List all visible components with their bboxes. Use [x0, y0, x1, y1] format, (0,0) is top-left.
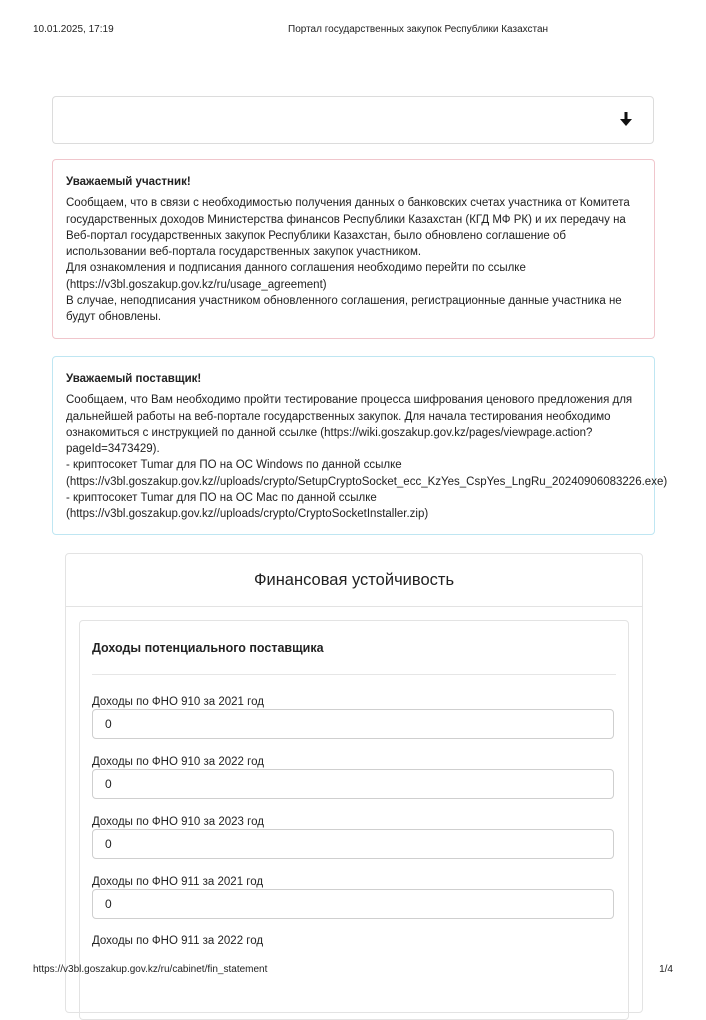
income-910-2023-label: Доходы по ФНО 910 за 2023 год — [92, 816, 264, 828]
print-page-number: 1/4 — [659, 964, 673, 975]
alert-text-line: pageId=3473429). — [66, 443, 160, 456]
windows-cryptosocket-link[interactable]: (https://v3bl.goszakup.gov.kz//uploads/crypto/SetupCryptoSocket_ecc_KzYes_CspYes_LngRu_20240906083226.exe) — [66, 475, 668, 488]
panel-title: Финансовая устойчивость — [66, 554, 642, 607]
collapse-toggle[interactable] — [52, 96, 654, 144]
alert-text-line: Для ознакомления и подписания данного соглашения необходимо перейти по ссылке — [66, 262, 526, 275]
alert-text-line: - криптосокет Tumar для ПО на ОС Windows по данной ссылке — [66, 459, 402, 472]
alert-text-line: В случае, неподписания участником обновленного соглашения, регистрационные данные участника не — [66, 295, 622, 308]
income-910-2022-input[interactable]: 0 — [92, 769, 614, 799]
income-910-2021-label: Доходы по ФНО 910 за 2021 год — [92, 696, 264, 708]
print-page-title: Портал государственных закупок Республики Казахстан — [288, 24, 549, 35]
alert-text-line: государственных доходов Министерства финансов Республики Казахстан (КГД МФ РК) и их передачу на — [66, 213, 626, 226]
print-date: 10.01.2025, 17:19 — [33, 24, 114, 35]
alert-text-line: Веб-портал государственных закупок Республики Казахстан, было обновлено соглашение об — [66, 229, 566, 242]
supplier-alert — [52, 356, 668, 535]
income-911-2021-input[interactable]: 0 — [92, 889, 614, 919]
supplier-alert-heading: Уважаемый поставщик! — [66, 373, 202, 385]
print-header — [33, 24, 673, 38]
alert-text-line: дальнейшей работы на веб-портале государственных закупок. Для начала тестирования необходимо — [66, 410, 611, 423]
income-911-2022-label: Доходы по ФНО 911 за 2022 год — [92, 935, 264, 947]
participant-alert-heading: Уважаемый участник! — [66, 176, 191, 188]
print-url: https://v3bl.goszakup.gov.kz/ru/cabinet/fin_statement — [33, 964, 268, 975]
card-title: Доходы потенциального поставщика — [92, 641, 324, 655]
income-card — [79, 620, 629, 1020]
alert-text-line: - криптосокет Tumar для ПО на ОС Mac по данной ссылке — [66, 492, 377, 505]
alert-text-line: Сообщаем, что Вам необходимо пройти тестирование процесса шифрования ценового предложения для — [66, 394, 633, 407]
wiki-instruction-link[interactable]: ознакомиться с инструкцией по данной ссылке (https://wiki.goszakup.gov.kz/pages/viewpage.action? — [66, 426, 593, 439]
alert-text-line: Сообщаем, что в связи с необходимостью получения данных о банковских счетах участника от Комитета — [66, 197, 630, 210]
divider — [92, 674, 616, 675]
financial-stability-panel — [65, 553, 643, 1013]
arrow-down-icon[interactable] — [619, 111, 633, 127]
alert-text-line: использовании веб-портала государственных закупок участником. — [66, 246, 422, 259]
mac-cryptosocket-link[interactable]: (https://v3bl.goszakup.gov.kz//uploads/crypto/CryptoSocketInstaller.zip) — [66, 508, 429, 521]
usage-agreement-link[interactable]: (https://v3bl.goszakup.gov.kz/ru/usage_agreement) — [66, 278, 327, 291]
income-910-2022-label: Доходы по ФНО 910 за 2022 год — [92, 756, 264, 768]
participant-alert — [52, 159, 655, 339]
alert-text-line: будут обновлены. — [66, 311, 162, 324]
income-910-2023-input[interactable]: 0 — [92, 829, 614, 859]
income-910-2021-input[interactable]: 0 — [92, 709, 614, 739]
print-footer — [33, 964, 673, 978]
income-911-2021-label: Доходы по ФНО 911 за 2021 год — [92, 876, 264, 888]
